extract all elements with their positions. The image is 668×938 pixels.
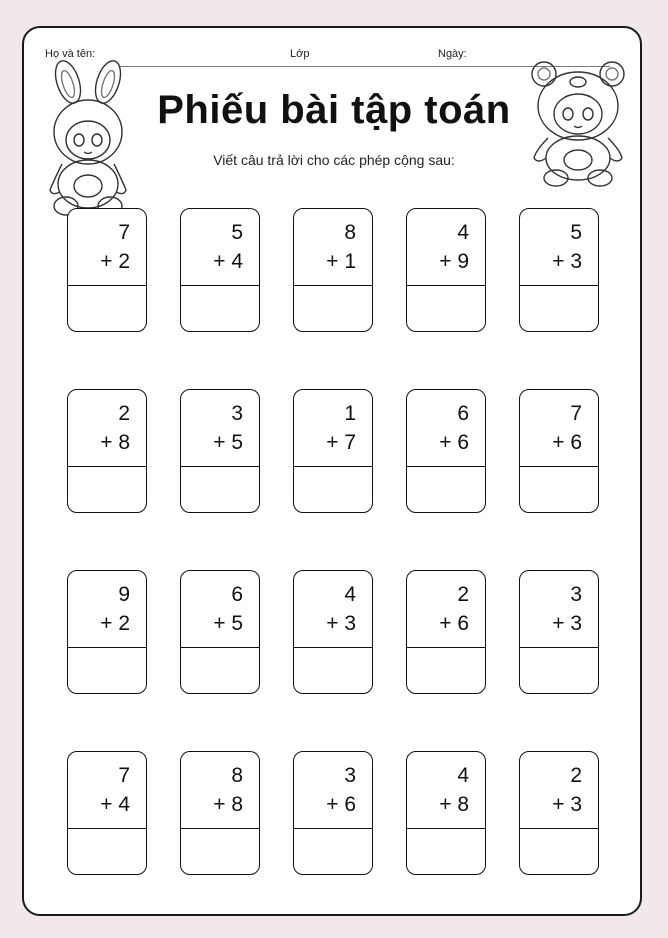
first-addend: 3 xyxy=(570,583,582,606)
answer-box[interactable] xyxy=(407,829,485,875)
addition-problem-card xyxy=(293,389,373,513)
answer-box[interactable] xyxy=(68,829,146,875)
first-addend: 8 xyxy=(231,764,243,787)
second-addend: + 5 xyxy=(213,431,243,454)
answer-box[interactable] xyxy=(181,286,259,332)
addition-problem-card xyxy=(519,208,599,332)
addition-problem-card xyxy=(406,208,486,332)
worksheet-title: Phiếu bài tập toán xyxy=(157,88,511,132)
answer-box[interactable] xyxy=(68,286,146,332)
second-addend: + 4 xyxy=(100,793,130,816)
problem-operands xyxy=(520,571,598,648)
problem-operands xyxy=(181,390,259,467)
answer-box[interactable] xyxy=(407,286,485,332)
problem-operands xyxy=(294,390,372,467)
answer-box[interactable] xyxy=(520,286,598,332)
addition-problem-card xyxy=(519,570,599,694)
addition-problem-card xyxy=(293,570,373,694)
addition-problem-card xyxy=(293,208,373,332)
first-addend: 4 xyxy=(457,221,469,244)
addition-problem-card xyxy=(180,389,260,513)
addition-problem-card xyxy=(406,389,486,513)
problem-operands xyxy=(407,571,485,648)
first-addend: 2 xyxy=(570,764,582,787)
first-addend: 2 xyxy=(118,402,130,425)
first-addend: 2 xyxy=(457,583,469,606)
first-addend: 5 xyxy=(231,221,243,244)
problem-operands xyxy=(181,752,259,829)
problem-operands xyxy=(181,209,259,286)
problem-operands xyxy=(407,390,485,467)
second-addend: + 6 xyxy=(552,431,582,454)
answer-box[interactable] xyxy=(181,829,259,875)
addition-problem-card xyxy=(406,570,486,694)
second-addend: + 6 xyxy=(326,793,356,816)
second-addend: + 2 xyxy=(100,250,130,273)
first-addend: 3 xyxy=(231,402,243,425)
problem-operands xyxy=(181,571,259,648)
second-addend: + 7 xyxy=(326,431,356,454)
answer-box[interactable] xyxy=(294,648,372,694)
first-addend: 1 xyxy=(344,402,356,425)
first-addend: 9 xyxy=(118,583,130,606)
answer-box[interactable] xyxy=(520,467,598,513)
first-addend: 3 xyxy=(344,764,356,787)
second-addend: + 8 xyxy=(100,431,130,454)
second-addend: + 3 xyxy=(552,612,582,635)
addition-problem-card xyxy=(67,751,147,875)
first-addend: 8 xyxy=(344,221,356,244)
second-addend: + 6 xyxy=(439,431,469,454)
answer-box[interactable] xyxy=(520,648,598,694)
second-addend: + 1 xyxy=(326,250,356,273)
problem-operands xyxy=(520,209,598,286)
problem-operands xyxy=(294,752,372,829)
first-addend: 7 xyxy=(118,764,130,787)
answer-box[interactable] xyxy=(407,467,485,513)
first-addend: 6 xyxy=(457,402,469,425)
date-label: Ngày: xyxy=(438,48,467,60)
answer-box[interactable] xyxy=(181,467,259,513)
addition-problem-card xyxy=(180,570,260,694)
addition-problem-card xyxy=(67,389,147,513)
addition-problem-card xyxy=(519,751,599,875)
first-addend: 4 xyxy=(344,583,356,606)
name-label: Họ và tên: xyxy=(45,48,96,60)
first-addend: 6 xyxy=(231,583,243,606)
addition-problem-card xyxy=(293,751,373,875)
worksheet-instructions: Viết câu trả lời cho các phép cộng sau: xyxy=(213,152,455,168)
answer-box[interactable] xyxy=(68,648,146,694)
second-addend: + 3 xyxy=(552,793,582,816)
answer-box[interactable] xyxy=(68,467,146,513)
second-addend: + 5 xyxy=(213,612,243,635)
second-addend: + 3 xyxy=(552,250,582,273)
second-addend: + 3 xyxy=(326,612,356,635)
problem-operands xyxy=(68,390,146,467)
answer-box[interactable] xyxy=(520,829,598,875)
second-addend: + 6 xyxy=(439,612,469,635)
answer-box[interactable] xyxy=(181,648,259,694)
problem-operands xyxy=(294,209,372,286)
addition-problem-card xyxy=(67,208,147,332)
first-addend: 5 xyxy=(570,221,582,244)
second-addend: + 4 xyxy=(213,250,243,273)
bunny-hood-doll-icon xyxy=(40,60,136,218)
first-addend: 4 xyxy=(457,764,469,787)
class-label: Lớp xyxy=(290,48,310,60)
answer-box[interactable] xyxy=(407,648,485,694)
addition-problem-card xyxy=(180,751,260,875)
addition-problem-card xyxy=(519,389,599,513)
problem-operands xyxy=(520,752,598,829)
problem-operands xyxy=(68,571,146,648)
addition-problem-card xyxy=(180,208,260,332)
problem-operands xyxy=(294,571,372,648)
second-addend: + 8 xyxy=(213,793,243,816)
problem-operands xyxy=(68,752,146,829)
first-addend: 7 xyxy=(118,221,130,244)
problem-operands xyxy=(407,752,485,829)
answer-box[interactable] xyxy=(294,286,372,332)
addition-problem-card xyxy=(67,570,147,694)
problem-operands xyxy=(407,209,485,286)
problem-operands xyxy=(520,390,598,467)
second-addend: + 8 xyxy=(439,793,469,816)
answer-box[interactable] xyxy=(294,829,372,875)
answer-box[interactable] xyxy=(294,467,372,513)
addition-problem-card xyxy=(406,751,486,875)
second-addend: + 9 xyxy=(439,250,469,273)
first-addend: 7 xyxy=(570,402,582,425)
second-addend: + 2 xyxy=(100,612,130,635)
problem-operands xyxy=(68,209,146,286)
